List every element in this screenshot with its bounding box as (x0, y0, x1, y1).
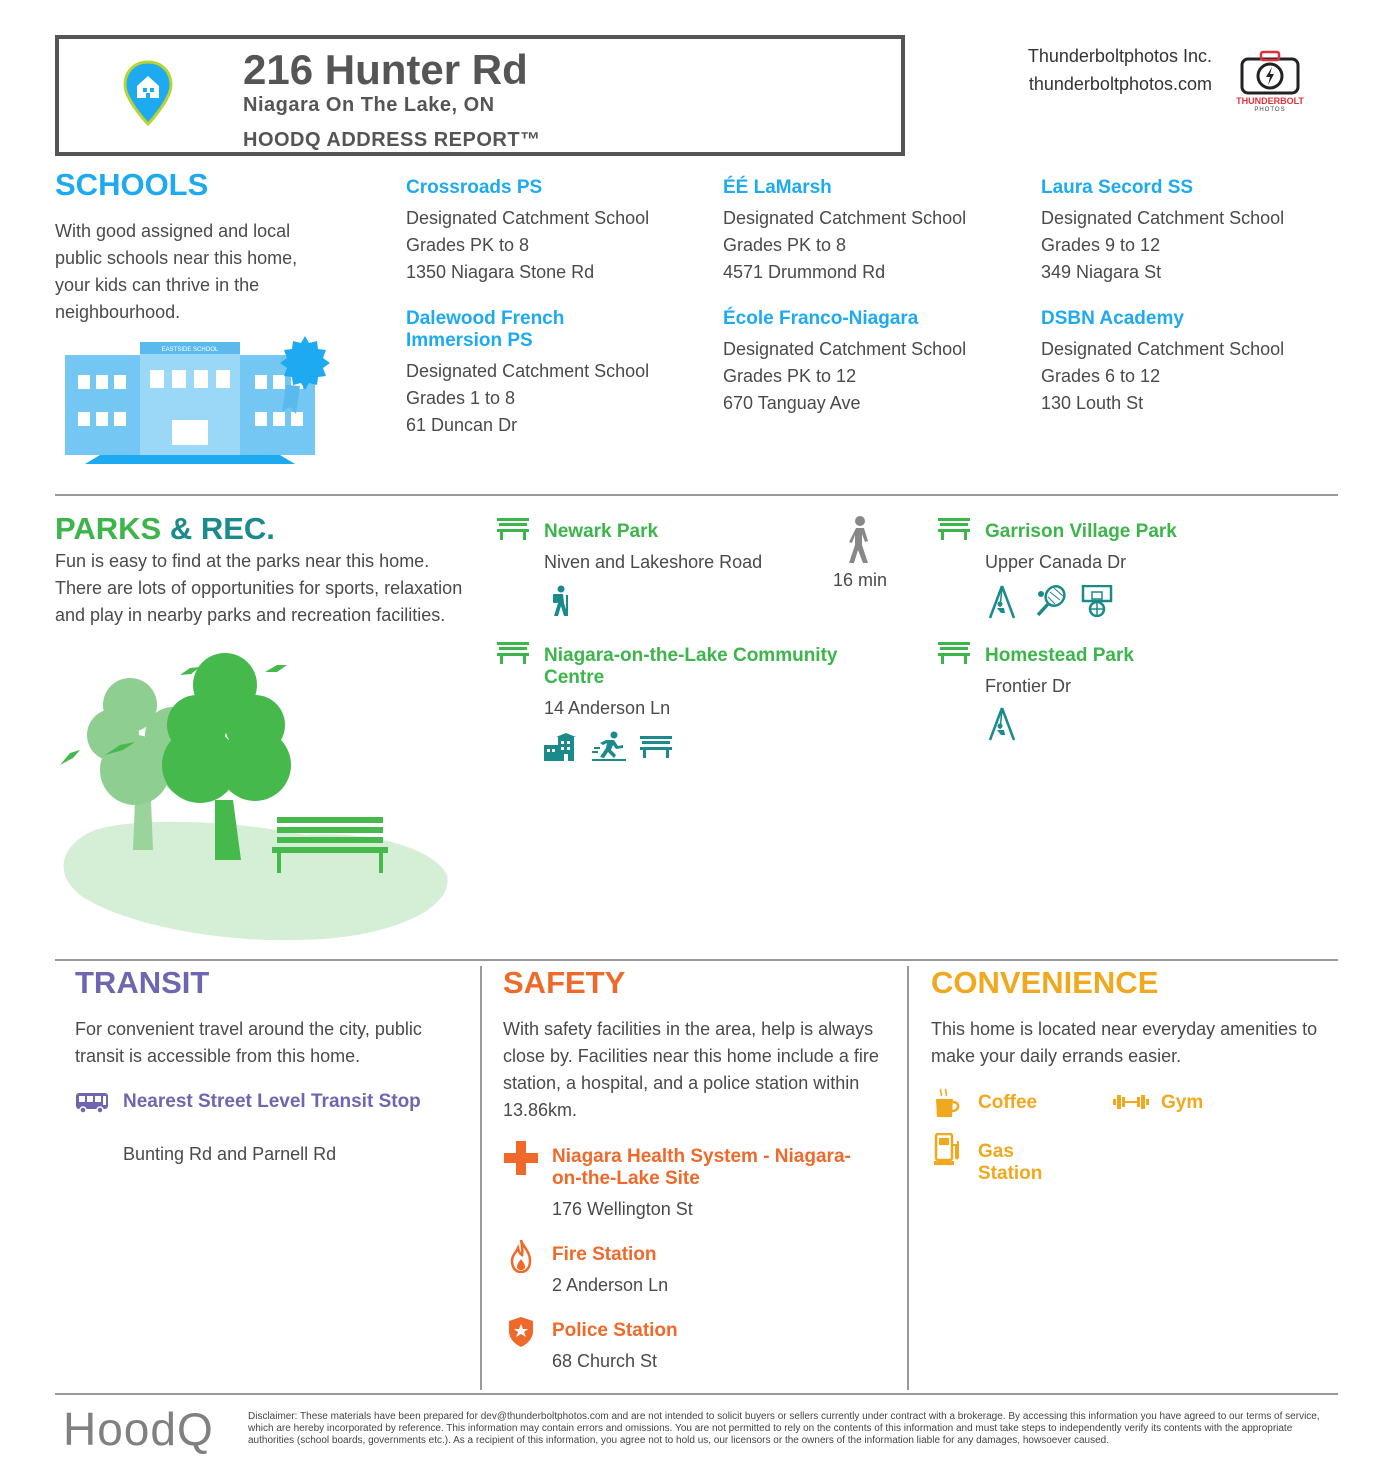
company-url[interactable]: thunderboltphotos.com (1028, 74, 1212, 94)
school-grades: Grades PK to 8 (723, 235, 847, 255)
bench-icon (497, 518, 529, 540)
safety-name[interactable]: Fire Station (552, 1244, 657, 1265)
park-address: Frontier Dr (985, 676, 1072, 696)
location-pin-icon (122, 60, 174, 128)
tennis-icon (1035, 585, 1067, 617)
school-item[interactable] (406, 177, 686, 286)
bench-icon (497, 642, 529, 664)
convenience-name[interactable]: Gas Station (978, 1141, 1043, 1184)
park-address: Upper Canada Dr (985, 552, 1127, 572)
logo-text: THUNDERBOLT (1236, 96, 1304, 106)
transit-stop-title[interactable]: Nearest Street Level Transit Stop (123, 1091, 421, 1112)
school-name[interactable]: École Franco-Niagara (723, 308, 919, 329)
parks-description: Fun is easy to find at the parks near this home. There are lots of opportunities for sports, relaxation and play in nearby parks and recreation facilities. (55, 551, 463, 625)
safety-name[interactable]: Niagara Health System - Niagara-on-the-Lake Site (552, 1146, 851, 1189)
school-grades: Grades PK to 12 (723, 366, 857, 386)
police-badge-icon (508, 1316, 534, 1348)
convenience-name[interactable]: Coffee (978, 1092, 1038, 1113)
walking-person-icon (844, 515, 876, 565)
hospital-cross-icon (504, 1141, 538, 1175)
report-label: HOODQ ADDRESS REPORT™ (243, 129, 541, 151)
building-icon (544, 733, 578, 761)
hiking-icon (549, 585, 571, 617)
swing-icon (988, 707, 1016, 741)
school-address: 130 Louth St (1041, 393, 1144, 413)
school-type: Designated Catchment School (723, 208, 967, 228)
school-address: 1350 Niagara Stone Rd (406, 262, 595, 282)
walk-time-indicator (820, 515, 900, 590)
address-city: Niagara On The Lake, ON (243, 94, 495, 116)
company-name: Thunderboltphotos Inc. (1027, 46, 1212, 66)
school-item[interactable] (723, 177, 1003, 286)
column-divider (907, 966, 909, 1390)
section-divider (55, 494, 1338, 496)
parks-heading-a: PARKS (55, 511, 162, 546)
convenience-name[interactable]: Gym (1161, 1092, 1204, 1113)
school-name[interactable]: DSBN Academy (1041, 308, 1184, 329)
park-name[interactable]: Homestead Park (985, 645, 1134, 666)
school-grades: Grades 1 to 8 (406, 388, 516, 408)
footer-divider (55, 1393, 1338, 1395)
safety-heading: SAFETY (503, 965, 626, 1000)
school-address: 61 Duncan Dr (406, 415, 518, 435)
park-name[interactable]: Newark Park (544, 521, 659, 542)
park-illustration (55, 650, 455, 945)
school-type: Designated Catchment School (1041, 339, 1285, 359)
bench-icon (938, 642, 970, 664)
bench-icon (938, 518, 970, 540)
safety-name[interactable]: Police Station (552, 1320, 678, 1341)
school-type: Designated Catchment School (406, 208, 650, 228)
park-address: Niven and Lakeshore Road (544, 552, 763, 572)
safety-address: 68 Church St (552, 1351, 658, 1371)
walk-time: 16 min (832, 570, 888, 590)
safety-description: With safety facilities in the area, help is always close by. Facilities near this home include a fire station, a hospital, and a police station within 13.86km. (503, 1019, 879, 1120)
school-name[interactable]: ÉÉ LaMarsh (723, 177, 832, 198)
school-type: Designated Catchment School (406, 361, 650, 381)
school-grades: Grades 6 to 12 (1041, 366, 1161, 386)
school-item[interactable] (406, 308, 649, 439)
logo-subtext: PHOTOS (1254, 107, 1286, 113)
bench-icon (640, 736, 672, 758)
section-divider (55, 959, 1338, 961)
hoodq-logo: HoodQ (63, 1403, 214, 1455)
school-name[interactable]: Dalewood French Immersion PS (406, 308, 565, 351)
school-building-illustration (60, 330, 335, 465)
park-name[interactable]: Garrison Village Park (985, 521, 1177, 542)
disclaimer-text: Disclaimer: These materials have been prepared for dev@thunderboltphotos.com and are not intended to solicit buyers or sellers currently under contract with a brokerage. By accessing this information you have agreed to our terms of service, which are hereby incorporated by reference. This information may contain errors and omissions. You are not permitted to rely on the contents of this information and must take steps to independently verify its contents with the appropriate authorities (school boards, governments etc.). As a recipient of this information, you agree not to hold us, our licensors or the owners of the information liable for any damages, howsoever caused. (248, 1411, 1320, 1446)
park-name[interactable]: Niagara-on-the-Lake Community Centre (544, 645, 838, 688)
bus-icon (75, 1092, 109, 1114)
school-address: 4571 Drummond Rd (723, 262, 886, 282)
transit-heading: TRANSIT (75, 965, 210, 1000)
company-logo (1232, 50, 1308, 114)
address-title: 216 Hunter Rd (243, 46, 528, 93)
running-track-icon (592, 731, 626, 763)
school-sign: EASTSIDE SCHOOL (161, 347, 219, 353)
school-item[interactable] (1041, 308, 1321, 417)
school-name[interactable]: Laura Secord SS (1041, 177, 1194, 198)
schools-heading: SCHOOLS (55, 167, 209, 202)
convenience-heading: CONVENIENCE (931, 965, 1159, 1000)
school-type: Designated Catchment School (723, 339, 967, 359)
transit-stop-address: Bunting Rd and Parnell Rd (123, 1144, 337, 1164)
coffee-icon (934, 1088, 962, 1120)
convenience-description: This home is located near everyday amenities to make your daily errands easier. (931, 1019, 1318, 1066)
company-info (990, 42, 1212, 98)
column-divider (480, 966, 482, 1390)
school-item[interactable] (723, 308, 1003, 417)
school-address: 349 Niagara St (1041, 262, 1162, 282)
school-address: 670 Tanguay Ave (723, 393, 861, 413)
camera-icon (1239, 50, 1301, 96)
school-type: Designated Catchment School (1041, 208, 1285, 228)
dumbbell-icon (1113, 1093, 1149, 1111)
gas-pump-icon (934, 1133, 960, 1167)
school-grades: Grades 9 to 12 (1041, 235, 1161, 255)
school-grades: Grades PK to 8 (406, 235, 530, 255)
safety-address: 2 Anderson Ln (552, 1275, 669, 1295)
basketball-icon (1081, 585, 1113, 617)
parks-heading (55, 511, 275, 547)
transit-description: For convenient travel around the city, public transit is accessible from this home. (75, 1019, 422, 1066)
swing-icon (988, 585, 1016, 619)
schools-description: With good assigned and local public schools near this home, your kids can thrive in the neighbourhood. (55, 221, 298, 322)
safety-address: 176 Wellington St (552, 1199, 693, 1219)
park-address: 14 Anderson Ln (544, 698, 671, 718)
school-name[interactable]: Crossroads PS (406, 177, 543, 198)
flame-icon (510, 1239, 532, 1273)
school-item[interactable] (1041, 177, 1321, 286)
parks-heading-b: & REC. (169, 511, 275, 546)
